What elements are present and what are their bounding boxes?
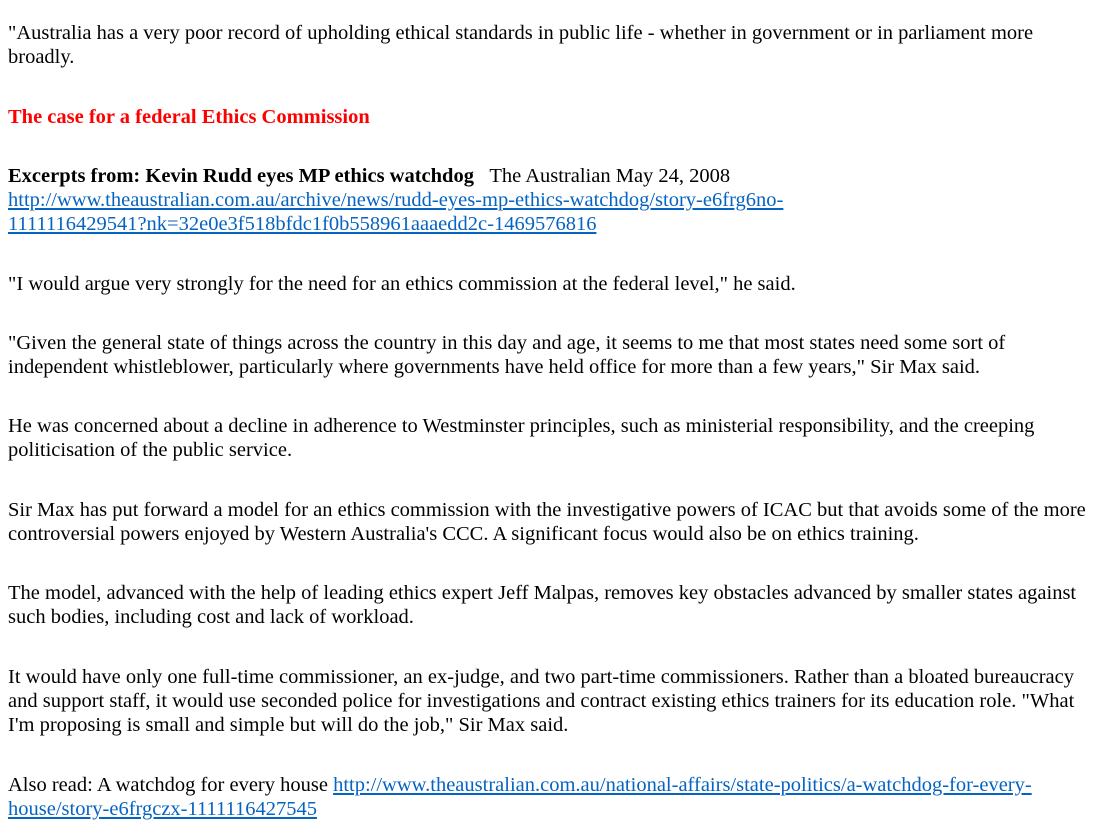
also-read-link-part-2: house/story-e6frgczx-1111116427545 (8, 798, 317, 820)
paragraph-commissioners: It would have only one full-time commissioner, an ex-judge, and two part-time commissioners. Rather than a bloated bureaucracy and support staff, it would use seconded police for investigations and contract existing ethics trainers for its education role. "What I'm proposing is small and simple but will do the job," Sir Max said. (8, 666, 1075, 736)
also-read-link-part-1: http://www.theaustralian.com.au/national-affairs/state-politics/a-watchdog-for-every- (333, 774, 1032, 796)
excerpt-article-link[interactable] (8, 189, 783, 235)
paragraph-quote-whistleblower: "Given the general state of things across the country in this day and age, it seems to me that most states need some sort of independent whistleblower, particularly where governments have held office for more than a few years," Sir Max said. (8, 332, 1006, 378)
paragraph-model-obstacles: The model, advanced with the help of leading ethics expert Jeff Malpas, removes key obstacles advanced by smaller states against such bodies, including cost and lack of workload. (8, 582, 1077, 628)
paragraph-westminster-principles: He was concerned about a decline in adherence to Westminster principles, such as ministerial responsibility, and the creeping politicisation of the public service. (8, 415, 1035, 461)
excerpt-title: Excerpts from: Kevin Rudd eyes MP ethics watchdog (8, 165, 474, 187)
also-read-label: Also read: A watchdog for every house (8, 774, 328, 796)
paragraph-quote-ethics-commission: "I would argue very strongly for the need for an ethics commission at the federal level," he said. (8, 273, 796, 295)
excerpt-link-part-2: 1111116429541?nk=32e0e3f518bfdc1f0b558961aaaedd2c-1469576816 (8, 213, 597, 235)
section-heading: The case for a federal Ethics Commission (8, 106, 370, 128)
paragraph-model-proposal: Sir Max has put forward a model for an ethics commission with the investigative powers of ICAC but that avoids some of the more controversial powers enjoyed by Western Australia's CCC. A significant focus would also be on ethics training. (8, 499, 1086, 545)
intro-quote: "Australia has a very poor record of upholding ethical standards in public life - whether in government or in parliament more broadly. (8, 22, 1034, 68)
excerpt-link-part-1: http://www.theaustralian.com.au/archive/news/rudd-eyes-mp-ethics-watchdog/story-e6frg6no- (8, 189, 784, 211)
excerpt-citation (8, 164, 1103, 236)
also-read (8, 773, 1103, 821)
excerpt-source: The Australian May 24, 2008 (489, 165, 731, 187)
